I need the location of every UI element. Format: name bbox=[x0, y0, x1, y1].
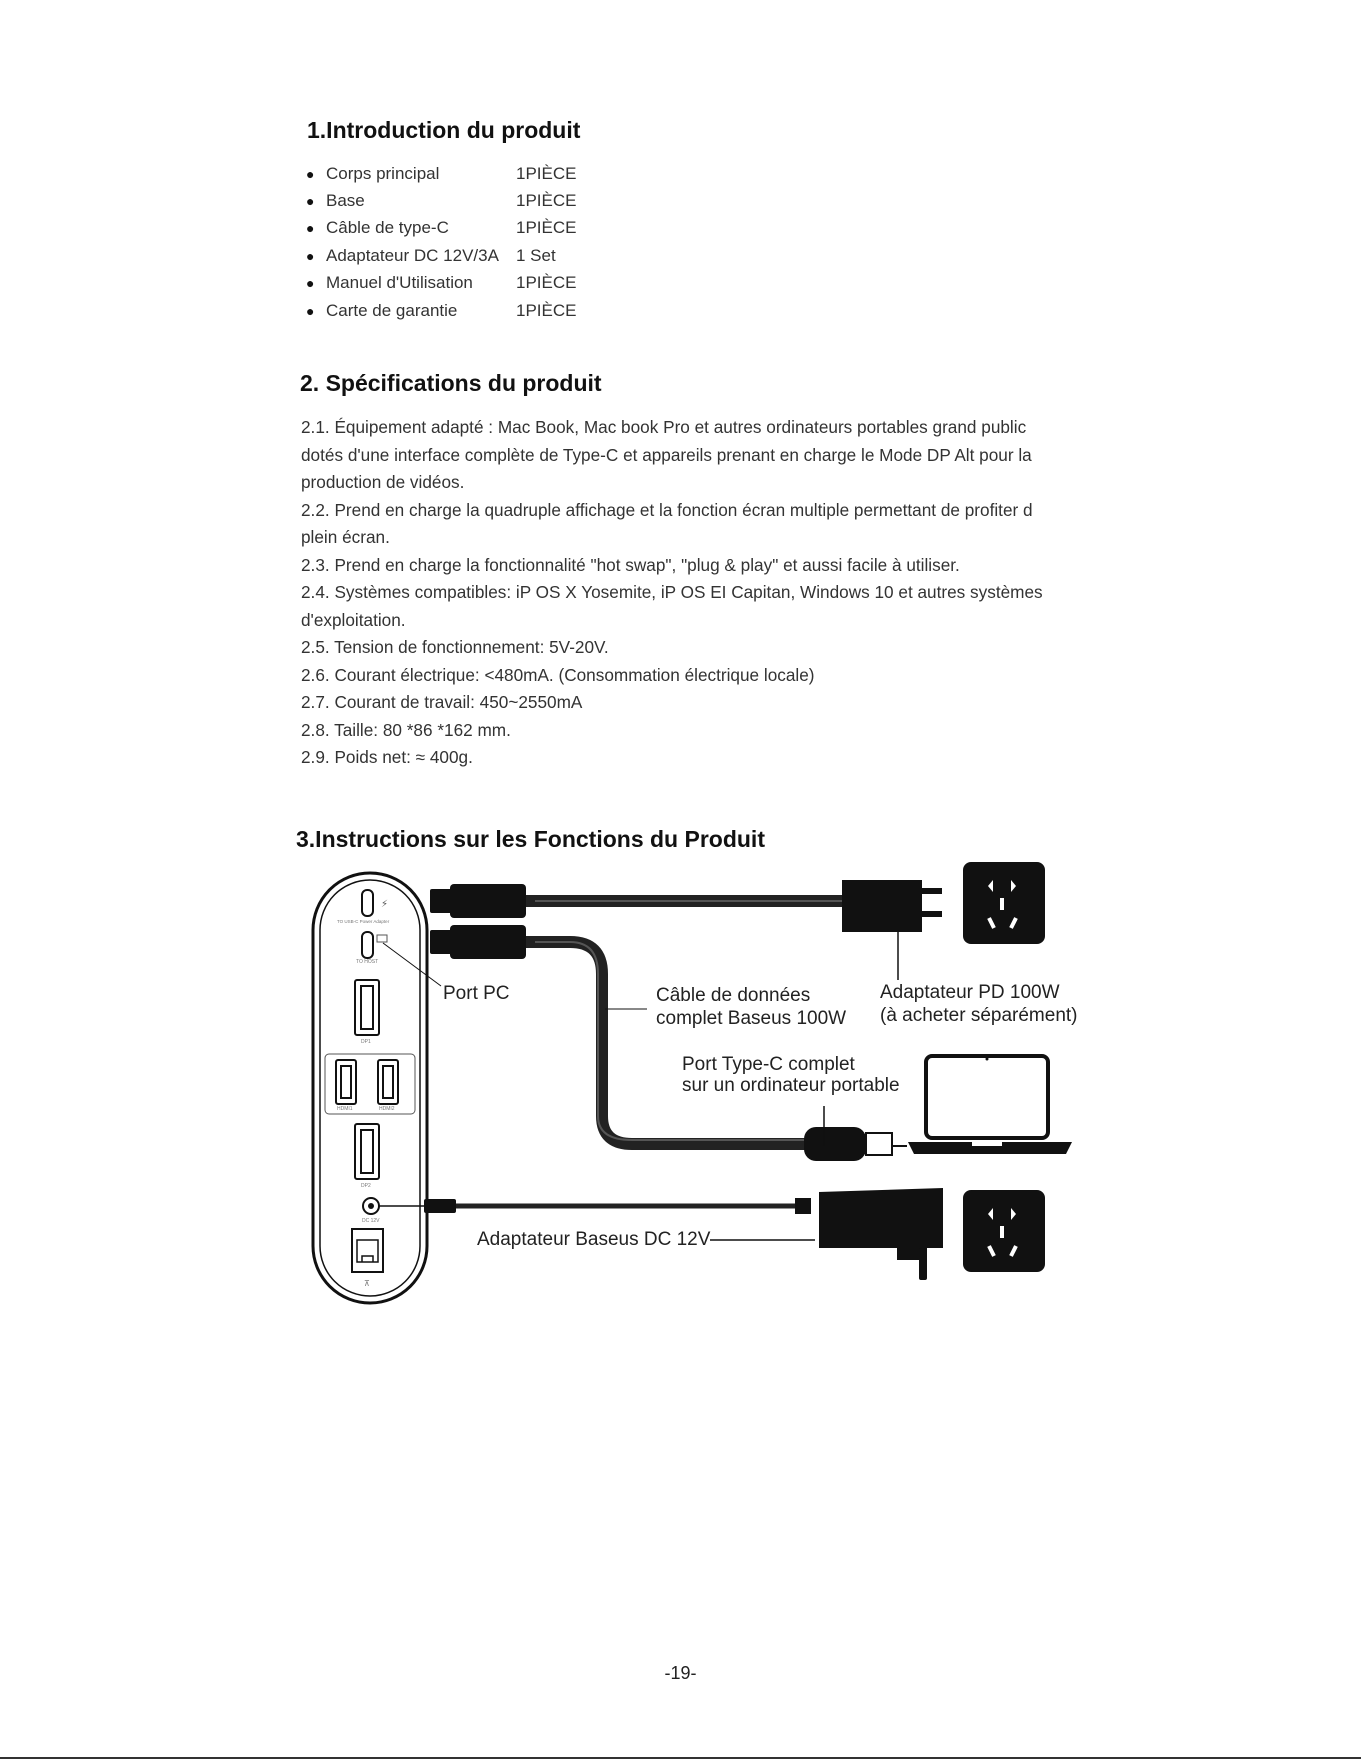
spec-line: 2.3. Prend en charge la fonctionnalité "hot swap", "plug & play" et aussi facile à utiliser. bbox=[301, 554, 960, 575]
section3-title: 3.Instructions sur les Fonctions du Produit bbox=[296, 826, 765, 852]
pd-adapter bbox=[842, 880, 922, 932]
spec-line: dotés d'une interface complète de Type-C et appareils prenant en charge le Mode DP Alt pour la bbox=[301, 444, 1032, 465]
data-cable bbox=[430, 925, 907, 1161]
spec-line: 2.2. Prend en charge la quadruple affichage et la fonction écran multiple permettant de profiter d bbox=[301, 499, 1033, 520]
spec-line: 2.7. Courant de travail: 450~2550mA bbox=[301, 692, 583, 712]
spec-line: plein écran. bbox=[301, 527, 390, 547]
dp1-label: DP1 bbox=[361, 1039, 371, 1045]
dc-adapter-label: Adaptateur Baseus DC 12V bbox=[477, 1229, 711, 1250]
list-item: ● Base 1PIÈCE bbox=[306, 191, 577, 211]
dc-adapter bbox=[819, 1188, 943, 1248]
list-item: ● Corps principal 1PIÈCE bbox=[306, 163, 577, 183]
page-number: -19- bbox=[664, 1663, 697, 1683]
spec-line: 2.8. Taille: 80 *86 *162 mm. bbox=[301, 719, 511, 740]
typec-label-line1: Port Type-C complet bbox=[682, 1054, 855, 1075]
spec-line: 2.5. Tension de fonctionnement: 5V-20V. bbox=[301, 637, 609, 657]
bullet-icon: ● bbox=[306, 193, 315, 210]
section1-title: 1.Introduction du produit bbox=[307, 117, 581, 143]
bullet-icon: ● bbox=[306, 247, 315, 264]
bottom-rule bbox=[0, 1757, 1361, 1759]
dc-label: DC 12V bbox=[362, 1218, 380, 1224]
list-item: ● Carte de garantie 1PIÈCE bbox=[306, 300, 577, 320]
bullet-icon: ● bbox=[306, 165, 315, 182]
network-icon: ⊼ bbox=[364, 1279, 370, 1288]
list-item: ● Adaptateur DC 12V/3A 1 Set bbox=[306, 245, 556, 265]
dp2-label: DP2 bbox=[361, 1183, 371, 1189]
wall-outlet-icon bbox=[963, 1190, 1045, 1272]
spec-line: d'exploitation. bbox=[301, 609, 406, 630]
cable-label-line1: Câble de données bbox=[656, 985, 811, 1006]
spec-line: production de vidéos. bbox=[301, 472, 465, 492]
hdmi2-label: HDMI2 bbox=[379, 1106, 395, 1112]
cable-label-line2: complet Baseus 100W bbox=[656, 1008, 847, 1029]
list-item: ● Manuel d'Utilisation 1PIÈCE bbox=[306, 273, 577, 293]
port-pc-label: Port PC bbox=[443, 983, 510, 1004]
section2-title: 2. Spécifications du produit bbox=[300, 370, 602, 396]
hdmi1-label: HDMI1 bbox=[337, 1106, 353, 1112]
wall-outlet-icon bbox=[963, 862, 1045, 944]
pd-adapter-label-line2: (à acheter séparément) bbox=[880, 1005, 1078, 1026]
docking-station bbox=[313, 873, 427, 1303]
spec-line: 2.1. Équipement adapté : Mac Book, Mac book Pro et autres ordinateurs portables grand public bbox=[301, 417, 1027, 437]
laptop-icon bbox=[908, 1056, 1072, 1154]
pd-adapter-label-line1: Adaptateur PD 100W bbox=[880, 982, 1060, 1003]
list-item: ● Câble de type-C 1PIÈCE bbox=[306, 218, 577, 238]
lightning-icon: ⚡ bbox=[381, 899, 389, 910]
typec-label-line2: sur un ordinateur portable bbox=[682, 1075, 900, 1096]
pd-port-label: TO USB-C Power Adapter bbox=[337, 919, 390, 924]
bullet-icon: ● bbox=[306, 302, 315, 319]
spec-line: 2.4. Systèmes compatibles: iP OS X Yosemite, iP OS EI Capitan, Windows 10 et autres systèmes bbox=[301, 582, 1043, 602]
bullet-icon: ● bbox=[306, 275, 315, 292]
host-port-label: TO HOST bbox=[356, 959, 379, 965]
spec-line: 2.9. Poids net: ≈ 400g. bbox=[301, 747, 473, 767]
bullet-icon: ● bbox=[306, 220, 315, 237]
spec-line: 2.6. Courant électrique: <480mA. (Consommation électrique locale) bbox=[301, 664, 815, 685]
